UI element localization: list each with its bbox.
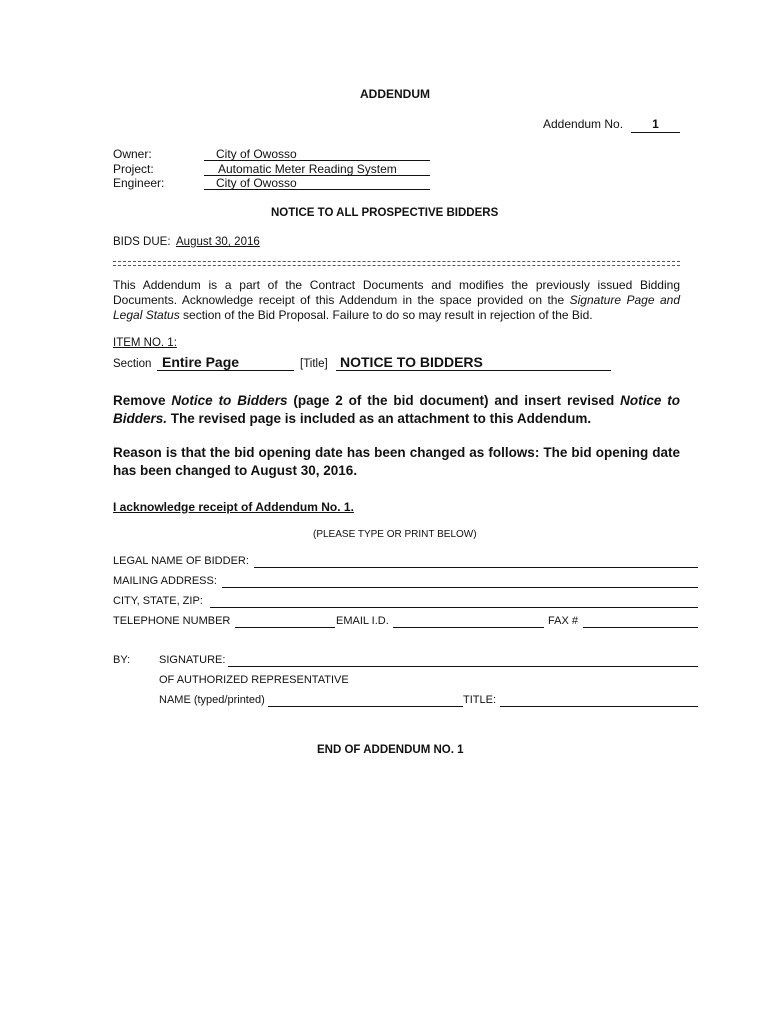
intro-italic: Signature Page and Legal Status [113,293,680,322]
section-value: Entire Page [157,354,294,371]
project-value: Automatic Meter Reading System [204,162,430,176]
owner-value: City of Owosso [204,147,430,161]
instruction-paragraph [113,392,680,428]
signature-label: SIGNATURE: [159,654,226,666]
mailing-address-label: MAILING ADDRESS: [113,575,217,587]
end-of-addendum: END OF ADDENDUM NO. 1 [317,744,464,756]
addendum-number-label: Addendum No. [543,117,624,131]
document-heading: ADDENDUM [360,87,430,101]
title-field[interactable] [500,706,698,707]
title-label: [Title] [300,358,328,370]
reason-paragraph: Reason is that the bid opening date has been changed as follows: The bid opening date has been changed to August 30, 2016. [113,445,680,478]
project-label: Project: [113,162,154,176]
owner-label: Owner: [113,147,152,161]
telephone-field[interactable] [235,627,335,628]
intro-paragraph [113,278,680,323]
engineer-label: Engineer: [113,176,165,190]
legal-name-field[interactable] [254,567,698,568]
signature-field[interactable] [228,666,698,667]
name-printed-field[interactable] [268,706,463,707]
instruction-text-3: The revised page is included as an attachment to this Addendum. [167,411,592,426]
engineer-value: City of Owosso [204,176,430,190]
item-number-label: ITEM NO. 1: [113,337,177,349]
name-printed-label: NAME (typed/printed) [159,694,265,706]
bids-due-value: August 30, 2016 [176,236,260,248]
by-label: BY: [113,654,131,666]
intro-text-1: This Addendum is a part of the Contract Documents and modifies the previously issued Bidding Documents. Acknowledge receipt of this Addendum in the space provided on the [113,278,680,307]
addendum-number-value: 1 [631,117,680,133]
intro-text-2: section of the Bid Proposal. Failure to do so may result in rejection of the Bid. [179,308,593,322]
notice-title: NOTICE TO ALL PROSPECTIVE BIDDERS [271,207,499,219]
fax-field[interactable] [583,627,698,628]
email-field[interactable] [393,627,544,628]
telephone-label: TELEPHONE NUMBER [113,615,231,627]
legal-name-label: LEGAL NAME OF BIDDER: [113,555,249,567]
section-label: Section [113,358,152,370]
city-state-zip-field[interactable] [210,607,698,608]
bids-due-label: BIDS DUE: [113,236,171,248]
instruction-italic-1: Notice to Bidders [171,393,288,408]
instruction-italic-2: Notice to Bidders. [113,393,680,426]
mailing-address-field[interactable] [222,587,698,588]
instruction-text-1: Remove [113,393,172,408]
fax-label: FAX # [548,615,578,627]
acknowledge-text: I acknowledge receipt of Addendum No. 1. [113,500,354,514]
separator-rule-bottom [113,265,680,266]
separator-rule-top [113,261,680,262]
city-state-zip-label: CITY, STATE, ZIP: [113,595,203,607]
please-type-note: (PLEASE TYPE OR PRINT BELOW) [313,529,477,540]
authorized-representative-label: OF AUTHORIZED REPRESENTATIVE [159,674,349,686]
instruction-text-2: (page 2 of the bid document) and insert revised [287,393,621,408]
title-value: NOTICE TO BIDDERS [336,354,611,371]
title-field-label: TITLE: [463,694,497,706]
email-label: EMAIL I.D. [336,615,389,627]
